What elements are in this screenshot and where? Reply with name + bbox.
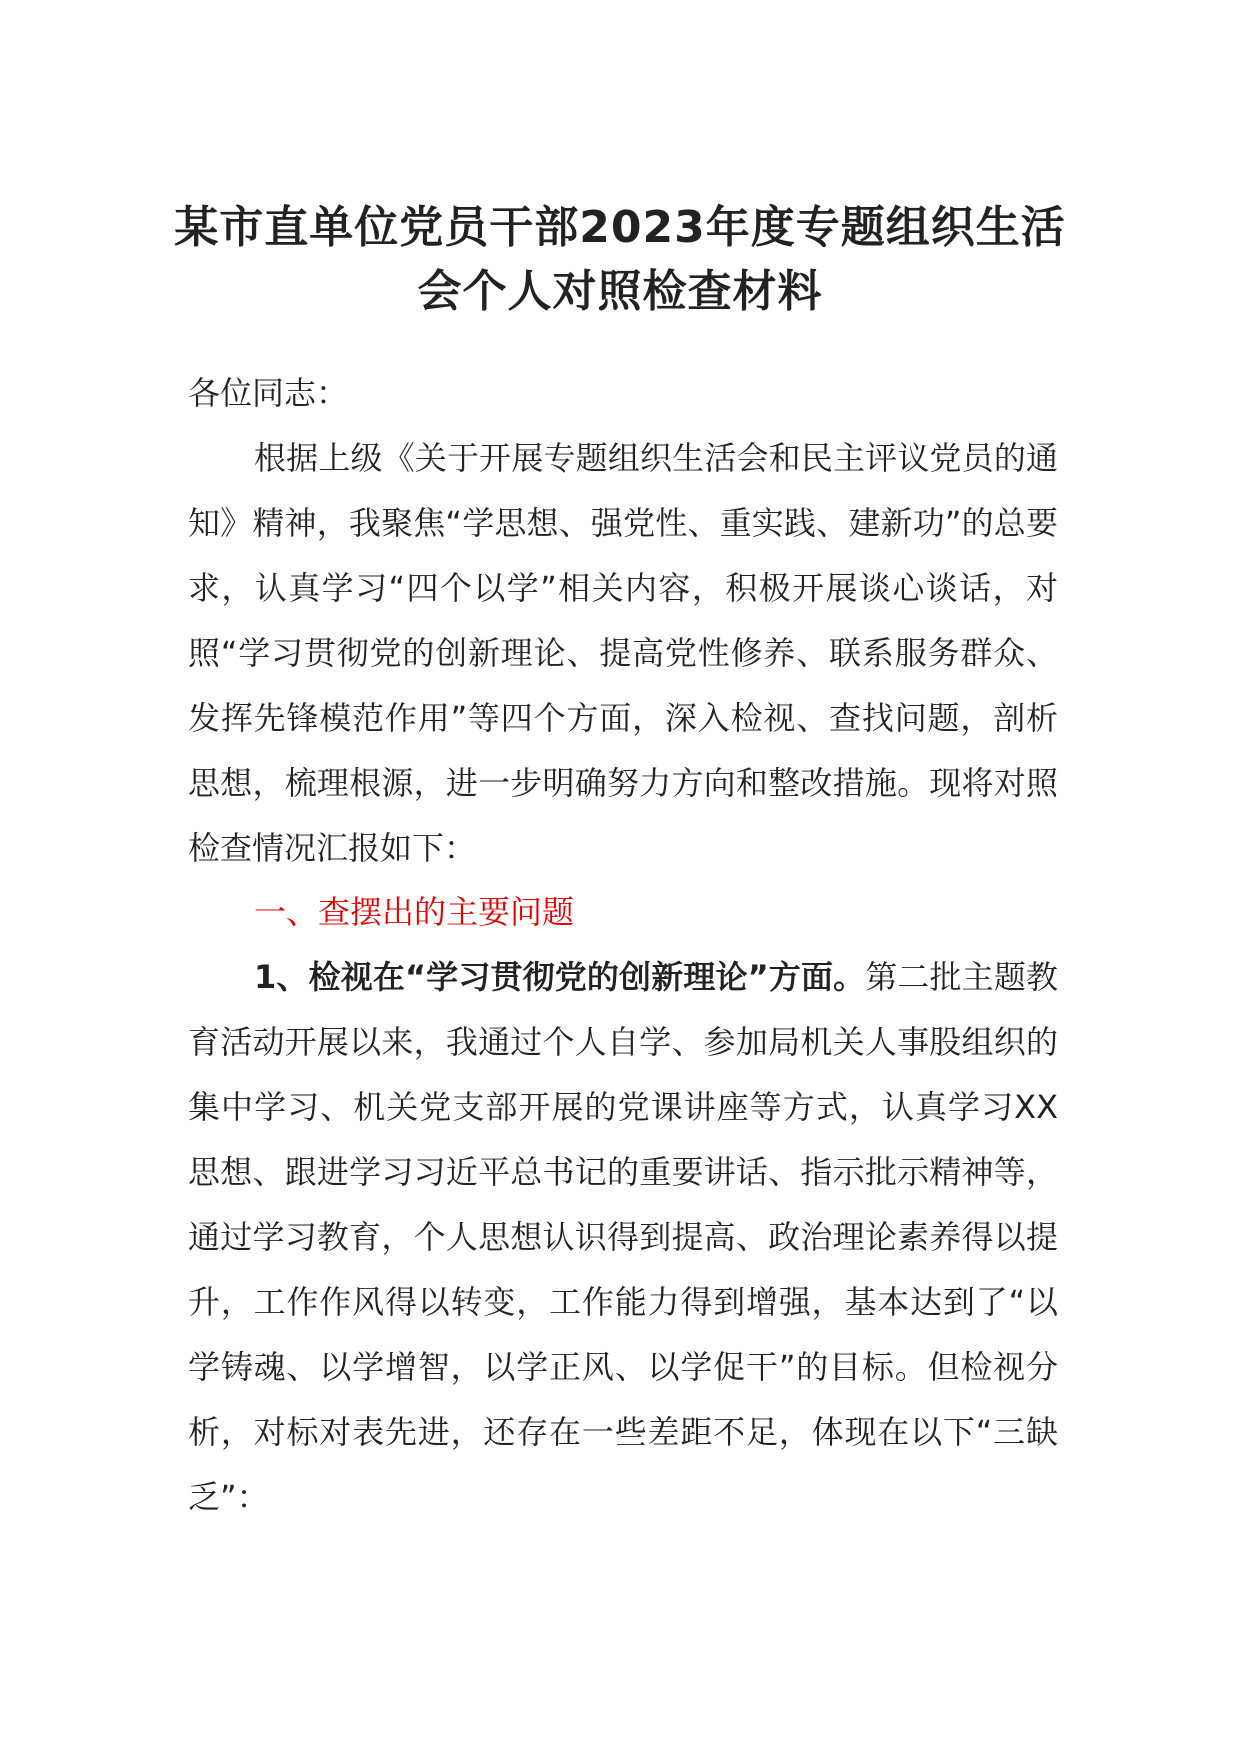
intro-paragraph: 根据上级《关于开展专题组织生活会和民主评议党员的通知》精神，我聚焦“学思想、强党性、重实践、建新功”的总要求，认真学习“四个以学”相关内容，积极开展谈心谈话，对照“学习贯彻党的创新理论、提高党性修养、联系服务群众、发挥先锋模范作用”等四个方面，深入检视、查找问题，剖析思想，梳理根源，进一步明确努力方向和整改措施。现将对照检查情况汇报如下：: [188, 439, 1058, 867]
document-title: 某市直单位党员干部2023年度专题组织生活会个人对照检查材料: [174, 202, 1066, 317]
salutation: 各位同志：: [188, 374, 349, 412]
item1-body: 第二批主题教育活动开展以来，我通过个人自学、参加局机关人事股组织的集中学习、机关党支部开展的党课讲座等方式，认真学习XX思想、跟进学习习近平总书记的重要讲话、指示批示精神等，通过学习教育，个人思想认识得到提高、政治理论素养得以提升，工作作风得以转变，工作能力得到增强，基本达到了“以学铸魂、以学增智，以学正风、以学促干”的目标。但检视分析，对标对表先进，还存在一些差距不足，体现在以下“三缺乏”：: [188, 958, 1058, 1516]
section-heading: 一、查摆出的主要问题: [254, 893, 575, 931]
item1-paragraph: [188, 945, 1058, 1530]
item1-lead: 1、检视在“学习贯彻党的创新理论”方面。: [254, 958, 866, 996]
